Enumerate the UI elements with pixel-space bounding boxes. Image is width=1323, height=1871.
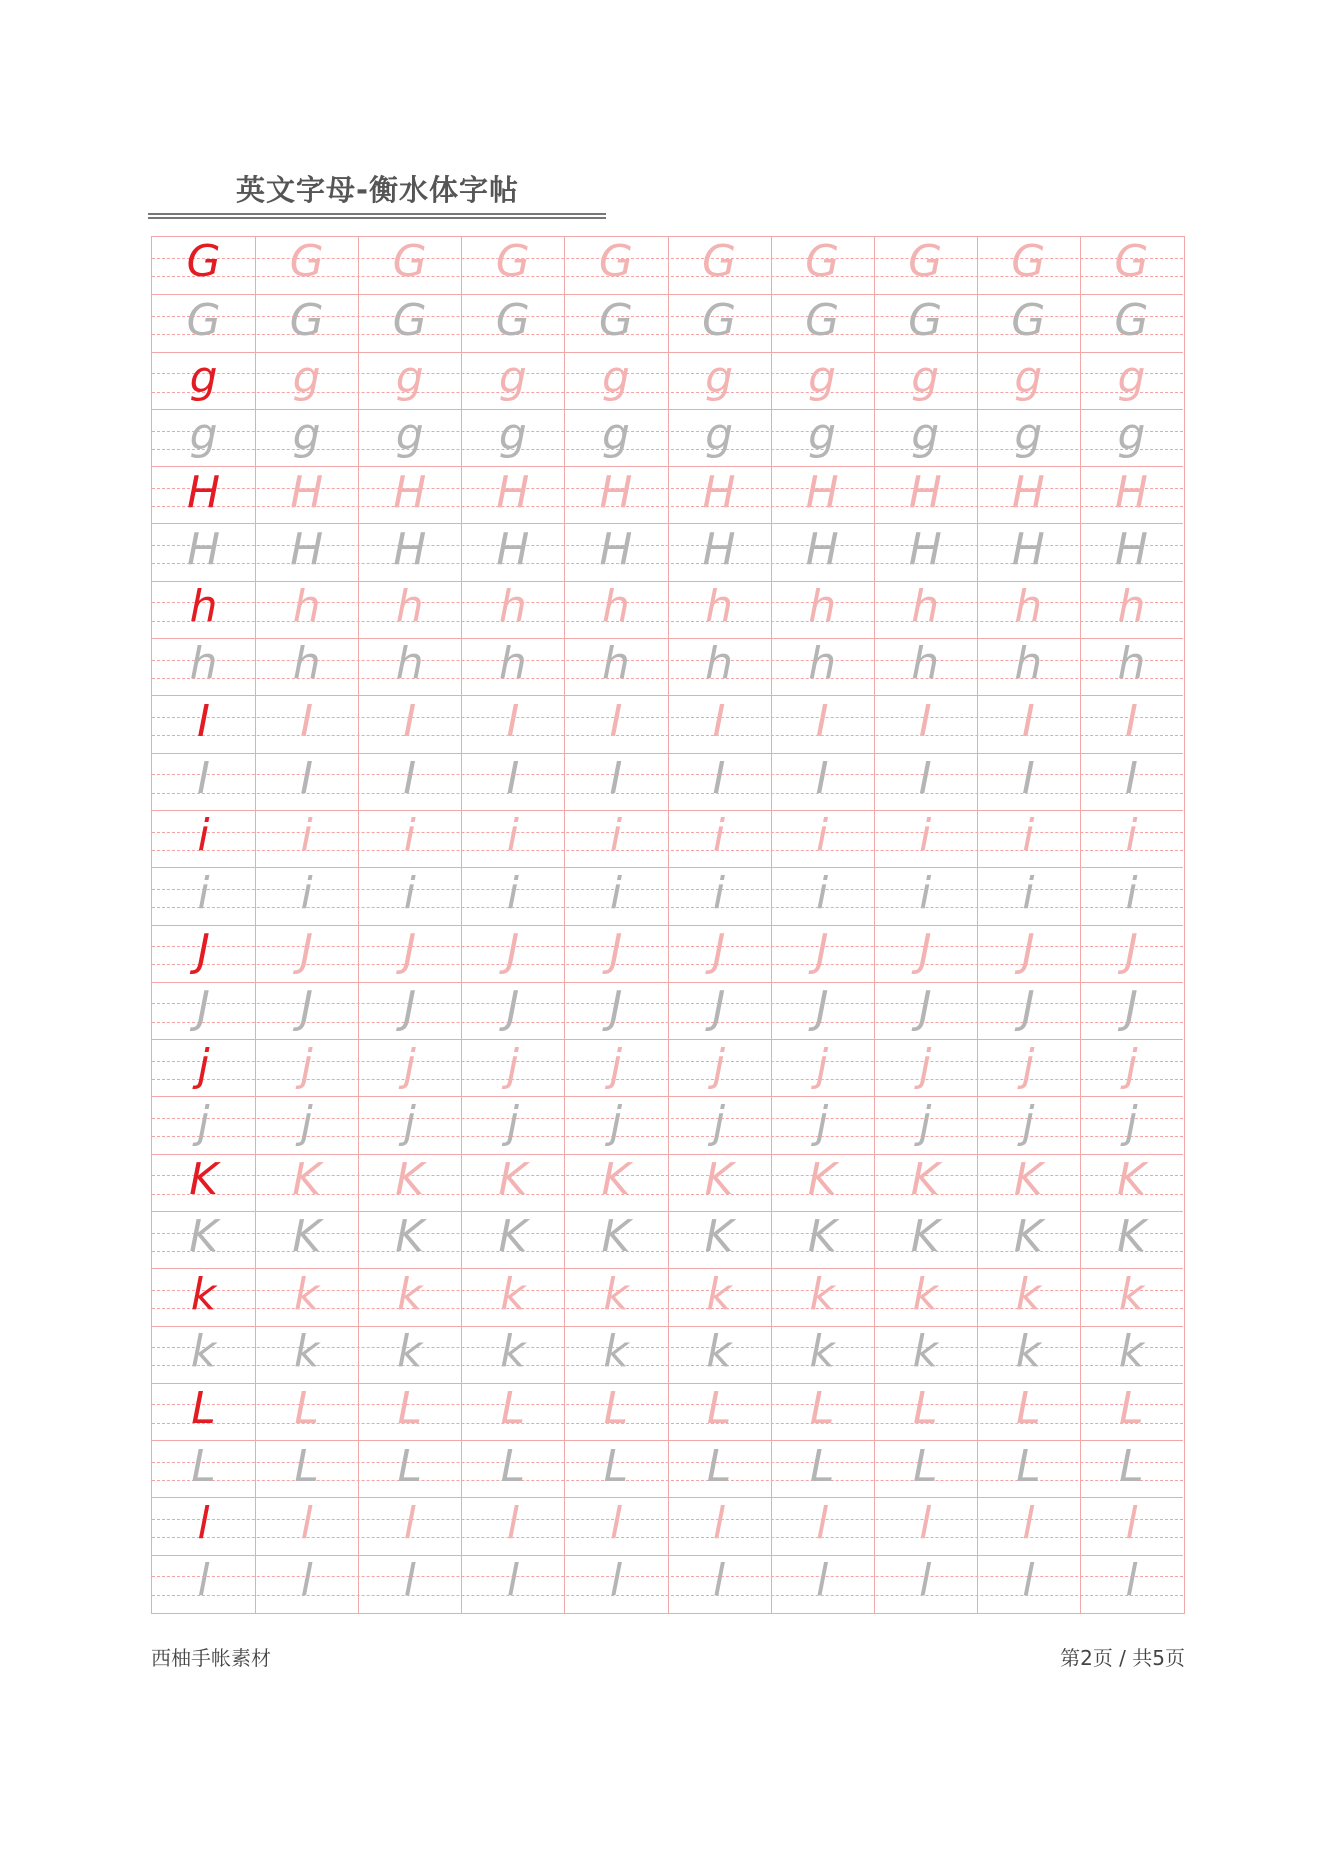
trace-letter: L: [500, 1440, 526, 1492]
trace-letter: H: [908, 466, 942, 518]
trace-letter: g: [395, 409, 424, 461]
trace-letter: g: [911, 352, 940, 404]
trace-letter: G: [908, 294, 943, 346]
trace-letter: k: [809, 1268, 835, 1320]
trace-letter: i: [816, 810, 829, 862]
trace-letter: I: [712, 695, 726, 747]
trace-letter: I: [300, 695, 314, 747]
trace-letter: l: [197, 1555, 210, 1607]
model-letter: g: [189, 352, 218, 404]
trace-letter: h: [498, 581, 527, 633]
trace-letter: i: [1022, 810, 1035, 862]
trace-letter: j: [609, 1039, 623, 1091]
trace-letter: g: [292, 352, 321, 404]
trace-letter: g: [189, 409, 218, 461]
trace-letter: K: [395, 1154, 425, 1206]
trace-letter: j: [300, 1039, 313, 1091]
trace-letter: g: [292, 409, 321, 461]
trace-letter: g: [1014, 352, 1043, 404]
trace-letter: H: [805, 523, 839, 575]
trace-letter: g: [601, 409, 630, 461]
trace-letter: G: [805, 294, 840, 346]
trace-letter: L: [1016, 1383, 1041, 1435]
trace-letter: L: [294, 1440, 319, 1492]
trace-letter: l: [506, 1497, 519, 1549]
trace-letter: k: [500, 1268, 526, 1320]
trace-letter: l: [403, 1497, 416, 1549]
model-letter: k: [190, 1268, 217, 1320]
model-letter: G: [186, 237, 221, 288]
trace-letter: I: [403, 695, 417, 747]
trace-letter: j: [506, 1096, 519, 1148]
trace-letter: j: [403, 1039, 416, 1091]
trace-letter: J: [403, 982, 417, 1034]
trace-letter: G: [598, 294, 633, 346]
trace-letter: l: [609, 1497, 623, 1549]
trace-letter: k: [1118, 1268, 1145, 1320]
model-letter: i: [197, 810, 210, 862]
trace-letter: i: [712, 867, 726, 919]
trace-letter: K: [292, 1211, 322, 1263]
trace-letter: H: [1011, 523, 1045, 575]
column-divider: [1080, 237, 1081, 1613]
trace-letter: g: [601, 352, 630, 404]
column-divider: [461, 237, 462, 1613]
page-number: 第2页 / 共5页: [1060, 1646, 1185, 1670]
trace-letter: g: [808, 409, 837, 461]
trace-letter: H: [290, 466, 324, 518]
trace-letter: K: [704, 1154, 734, 1206]
trace-letter: H: [393, 466, 427, 518]
trace-letter: l: [609, 1555, 623, 1607]
trace-letter: J: [1124, 982, 1138, 1034]
trace-letter: j: [712, 1039, 726, 1091]
trace-letter: k: [396, 1268, 423, 1320]
model-letter: j: [197, 1039, 210, 1091]
trace-letter: G: [908, 237, 943, 288]
trace-letter: G: [598, 237, 633, 288]
trace-letter: J: [197, 982, 211, 1034]
trace-letter: j: [919, 1096, 932, 1148]
trace-letter: h: [1117, 581, 1146, 633]
trace-letter: i: [609, 867, 623, 919]
trace-letter: i: [712, 810, 726, 862]
column-divider: [771, 237, 772, 1613]
trace-letter: l: [816, 1555, 829, 1607]
trace-letter: G: [495, 294, 530, 346]
trace-letter: J: [918, 924, 932, 976]
column-divider: [358, 237, 359, 1613]
trace-letter: I: [197, 753, 211, 805]
trace-letter: l: [300, 1497, 313, 1549]
trace-letter: j: [197, 1096, 210, 1148]
trace-letter: G: [1114, 294, 1149, 346]
trace-letter: K: [189, 1211, 218, 1263]
trace-letter: i: [300, 810, 313, 862]
trace-letter: J: [918, 982, 932, 1034]
trace-letter: k: [190, 1325, 217, 1377]
trace-letter: j: [609, 1096, 623, 1148]
trace-letter: h: [395, 581, 424, 633]
trace-letter: G: [289, 294, 324, 346]
trace-letter: i: [197, 867, 210, 919]
trace-letter: J: [1021, 982, 1035, 1034]
trace-letter: L: [1119, 1440, 1144, 1492]
trace-letter: g: [911, 409, 940, 461]
trace-letter: H: [393, 523, 427, 575]
column-divider: [874, 237, 875, 1613]
column-divider: [255, 237, 256, 1613]
trace-letter: j: [919, 1039, 932, 1091]
trace-letter: h: [601, 638, 630, 690]
trace-letter: k: [603, 1325, 629, 1377]
trace-letter: l: [1022, 1555, 1035, 1607]
practice-grid: [151, 236, 1185, 1614]
trace-letter: g: [705, 409, 734, 461]
trace-letter: g: [395, 352, 424, 404]
trace-letter: k: [396, 1325, 423, 1377]
trace-letter: l: [919, 1555, 932, 1607]
trace-letter: J: [815, 982, 829, 1034]
trace-letter: l: [300, 1555, 313, 1607]
title-underline: [148, 213, 606, 219]
trace-letter: H: [805, 466, 839, 518]
trace-letter: h: [705, 638, 733, 690]
trace-letter: I: [918, 753, 932, 805]
trace-letter: J: [1021, 924, 1035, 976]
trace-letter: L: [191, 1440, 216, 1492]
trace-letter: G: [392, 294, 427, 346]
trace-letter: L: [706, 1440, 732, 1492]
trace-letter: K: [910, 1154, 940, 1206]
trace-letter: I: [1021, 695, 1035, 747]
trace-letter: j: [1022, 1096, 1035, 1148]
trace-letter: L: [397, 1383, 422, 1435]
trace-letter: G: [805, 237, 840, 288]
trace-letter: i: [1125, 810, 1138, 862]
model-letter: L: [191, 1383, 216, 1435]
trace-letter: L: [603, 1383, 629, 1435]
trace-letter: L: [1119, 1383, 1144, 1435]
trace-letter: k: [293, 1268, 320, 1320]
trace-letter: K: [1013, 1211, 1043, 1263]
trace-letter: H: [702, 523, 736, 575]
trace-letter: j: [1022, 1039, 1035, 1091]
trace-letter: g: [1014, 409, 1043, 461]
trace-letter: l: [1125, 1497, 1138, 1549]
trace-letter: I: [609, 695, 623, 747]
trace-letter: h: [705, 581, 733, 633]
trace-letter: K: [1117, 1211, 1146, 1263]
trace-letter: I: [403, 753, 417, 805]
trace-letter: J: [403, 924, 417, 976]
trace-letter: J: [506, 982, 520, 1034]
trace-letter: I: [506, 753, 520, 805]
trace-letter: H: [1011, 466, 1045, 518]
trace-letter: K: [601, 1154, 631, 1206]
trace-letter: L: [1016, 1440, 1041, 1492]
trace-letter: I: [712, 753, 726, 805]
trace-letter: l: [816, 1497, 829, 1549]
trace-letter: j: [1125, 1096, 1138, 1148]
trace-letter: K: [704, 1211, 734, 1263]
trace-letter: g: [498, 352, 527, 404]
trace-letter: J: [300, 982, 314, 1034]
trace-letter: k: [706, 1268, 732, 1320]
trace-letter: I: [815, 753, 829, 805]
trace-letter: K: [498, 1154, 528, 1206]
trace-letter: g: [1117, 352, 1146, 404]
model-letter: l: [197, 1497, 210, 1549]
trace-letter: H: [1114, 466, 1148, 518]
trace-letter: H: [1114, 523, 1148, 575]
trace-letter: G: [1114, 237, 1149, 288]
trace-letter: L: [809, 1383, 835, 1435]
trace-letter: g: [808, 352, 837, 404]
trace-letter: I: [609, 753, 623, 805]
trace-letter: k: [1118, 1325, 1145, 1377]
trace-letter: g: [705, 352, 734, 404]
trace-letter: G: [1011, 237, 1046, 288]
trace-letter: k: [500, 1325, 526, 1377]
trace-letter: h: [1117, 638, 1146, 690]
trace-letter: I: [300, 753, 314, 805]
trace-letter: i: [403, 867, 416, 919]
trace-letter: i: [1125, 867, 1138, 919]
trace-letter: K: [910, 1211, 940, 1263]
trace-letter: K: [1117, 1154, 1146, 1206]
trace-letter: G: [495, 237, 530, 288]
trace-letter: l: [506, 1555, 519, 1607]
trace-letter: I: [1021, 753, 1035, 805]
trace-letter: h: [601, 581, 630, 633]
trace-letter: k: [1015, 1325, 1042, 1377]
trace-letter: g: [1117, 409, 1146, 461]
trace-letter: K: [292, 1154, 322, 1206]
trace-letter: h: [189, 638, 218, 690]
trace-letter: j: [300, 1096, 313, 1148]
trace-letter: I: [815, 695, 829, 747]
trace-letter: J: [609, 982, 623, 1034]
trace-letter: l: [712, 1555, 726, 1607]
trace-letter: K: [395, 1211, 425, 1263]
trace-letter: h: [292, 638, 321, 690]
trace-letter: J: [300, 924, 314, 976]
trace-letter: h: [498, 638, 527, 690]
trace-letter: H: [496, 523, 530, 575]
trace-letter: l: [919, 1497, 932, 1549]
trace-letter: i: [919, 810, 932, 862]
page-title: 英文字母-衡水体字帖: [236, 173, 520, 207]
trace-letter: k: [1015, 1268, 1042, 1320]
model-letter: h: [189, 581, 218, 633]
trace-letter: l: [403, 1555, 416, 1607]
trace-letter: K: [601, 1211, 631, 1263]
trace-letter: I: [1124, 753, 1138, 805]
trace-letter: L: [706, 1383, 732, 1435]
column-divider: [668, 237, 669, 1613]
trace-letter: l: [712, 1497, 726, 1549]
trace-letter: i: [609, 810, 623, 862]
trace-letter: l: [1125, 1555, 1138, 1607]
column-divider: [564, 237, 565, 1613]
model-letter: J: [197, 924, 211, 976]
trace-letter: G: [186, 294, 221, 346]
trace-letter: h: [911, 581, 940, 633]
trace-letter: i: [1022, 867, 1035, 919]
trace-letter: L: [500, 1383, 526, 1435]
trace-letter: i: [816, 867, 829, 919]
trace-letter: j: [816, 1039, 829, 1091]
trace-letter: k: [912, 1268, 938, 1320]
trace-letter: G: [1011, 294, 1046, 346]
trace-letter: H: [908, 523, 942, 575]
trace-letter: i: [300, 867, 313, 919]
trace-letter: L: [294, 1383, 319, 1435]
trace-letter: H: [290, 523, 324, 575]
trace-letter: H: [187, 523, 221, 575]
trace-letter: L: [809, 1440, 835, 1492]
trace-letter: k: [293, 1325, 320, 1377]
trace-letter: G: [701, 294, 737, 346]
trace-letter: i: [919, 867, 932, 919]
trace-letter: i: [403, 810, 416, 862]
trace-letter: K: [498, 1211, 528, 1263]
trace-letter: H: [702, 466, 736, 518]
trace-letter: H: [599, 466, 633, 518]
trace-letter: k: [912, 1325, 938, 1377]
trace-letter: j: [816, 1096, 829, 1148]
footer-source: 西柚手帐素材: [151, 1646, 271, 1670]
model-letter: I: [197, 695, 211, 747]
trace-letter: j: [712, 1096, 726, 1148]
trace-letter: J: [712, 924, 726, 976]
trace-letter: I: [506, 695, 520, 747]
trace-letter: h: [395, 638, 424, 690]
trace-letter: I: [918, 695, 932, 747]
trace-letter: h: [808, 581, 837, 633]
trace-letter: K: [807, 1154, 837, 1206]
model-letter: K: [189, 1154, 218, 1206]
column-divider: [977, 237, 978, 1613]
trace-letter: k: [603, 1268, 629, 1320]
trace-letter: J: [609, 924, 623, 976]
trace-letter: G: [289, 237, 324, 288]
trace-letter: K: [807, 1211, 837, 1263]
trace-letter: k: [809, 1325, 835, 1377]
trace-letter: H: [599, 523, 633, 575]
trace-letter: J: [712, 982, 726, 1034]
trace-letter: L: [397, 1440, 422, 1492]
trace-letter: i: [506, 810, 519, 862]
trace-letter: h: [808, 638, 837, 690]
trace-letter: L: [603, 1440, 629, 1492]
trace-letter: L: [912, 1440, 938, 1492]
trace-letter: j: [506, 1039, 519, 1091]
trace-letter: J: [815, 924, 829, 976]
trace-letter: G: [392, 237, 427, 288]
trace-letter: G: [701, 237, 737, 288]
trace-letter: L: [912, 1383, 938, 1435]
trace-letter: i: [506, 867, 519, 919]
trace-letter: j: [403, 1096, 416, 1148]
trace-letter: I: [1124, 695, 1138, 747]
trace-letter: h: [1014, 638, 1043, 690]
trace-letter: j: [1125, 1039, 1138, 1091]
trace-letter: l: [1022, 1497, 1035, 1549]
model-letter: H: [187, 466, 221, 518]
trace-letter: J: [1124, 924, 1138, 976]
trace-letter: h: [1014, 581, 1043, 633]
trace-letter: K: [1013, 1154, 1043, 1206]
trace-letter: J: [506, 924, 520, 976]
trace-letter: k: [706, 1325, 732, 1377]
trace-letter: g: [498, 409, 527, 461]
trace-letter: H: [496, 466, 530, 518]
trace-letter: h: [911, 638, 940, 690]
trace-letter: h: [292, 581, 321, 633]
